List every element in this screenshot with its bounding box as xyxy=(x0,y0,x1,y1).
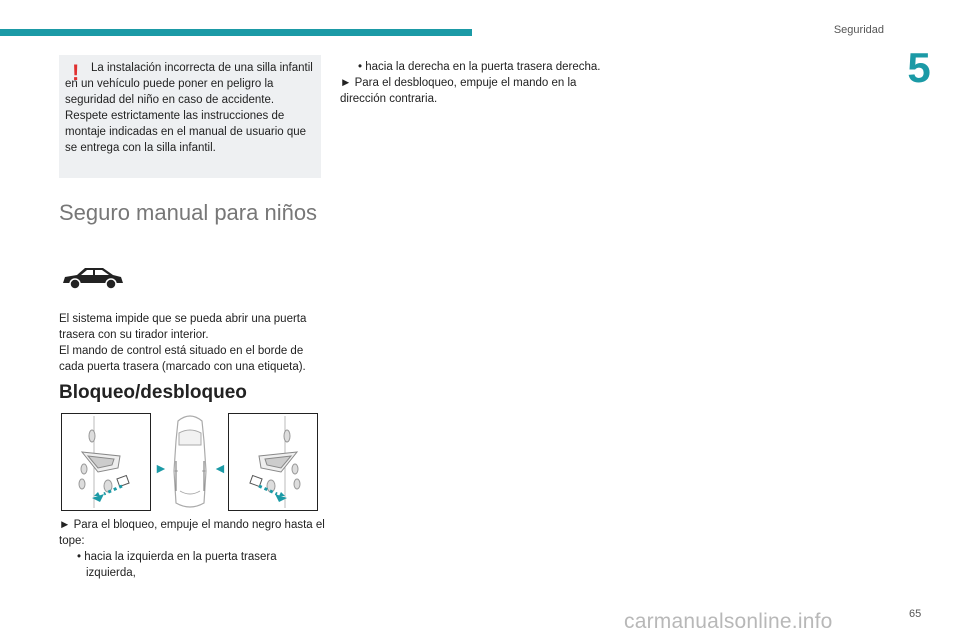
section-name: Seguridad xyxy=(833,24,884,36)
car-top-view xyxy=(168,411,212,511)
unlock-step: ► Para el desbloqueo, empuje el mando en la dirección contraria. xyxy=(340,77,577,105)
section-title: Seguro manual para niños xyxy=(59,200,318,225)
door-lock-illustration xyxy=(229,414,317,510)
subsection-title: Bloqueo/desbloqueo xyxy=(59,382,247,403)
bullet-right-door: • hacia la derecha en la puerta trasera derecha. xyxy=(358,61,601,73)
exclamation-icon: ! xyxy=(72,60,80,85)
bullet-left-door: • hacia la izquierda en la puerta trasera izquierda, xyxy=(77,551,277,579)
door-lock-illustration xyxy=(62,414,150,510)
warning-line-1: La instalación incorrecta de una silla infantil en un vehículo puede poner en peligro la seguridad del niño en caso de accidente. xyxy=(65,62,313,106)
warning-text xyxy=(65,60,317,156)
paragraph: El mando de control está situado en el borde de cada puerta trasera (marcado con una etiqueta). xyxy=(59,345,306,373)
arrow-left-icon: ◄ xyxy=(213,460,227,476)
header-accent-bar xyxy=(0,29,472,36)
door-lock-figure-right xyxy=(228,413,318,511)
door-lock-figure-left xyxy=(61,413,151,511)
warning-box xyxy=(59,55,321,178)
lock-step: ► Para el bloqueo, empuje el mando negro hasta el tope: xyxy=(59,519,325,547)
page-number: 65 xyxy=(909,608,922,620)
watermark: carmanualsonline.info xyxy=(624,610,833,633)
sedan-car-icon xyxy=(61,264,125,292)
paragraph: El sistema impide que se pueda abrir una puerta trasera con su tirador interior. xyxy=(59,313,307,341)
arrow-right-icon: ► xyxy=(154,460,168,476)
lock-instructions xyxy=(59,517,329,581)
right-column xyxy=(340,59,610,107)
warning-line-2: Respete estrictamente las instrucciones de montaje indicadas en el manual de usuario que se entrega con la silla infantil. xyxy=(65,110,307,154)
chapter-number: 5 xyxy=(907,44,931,91)
section-body xyxy=(59,311,327,375)
